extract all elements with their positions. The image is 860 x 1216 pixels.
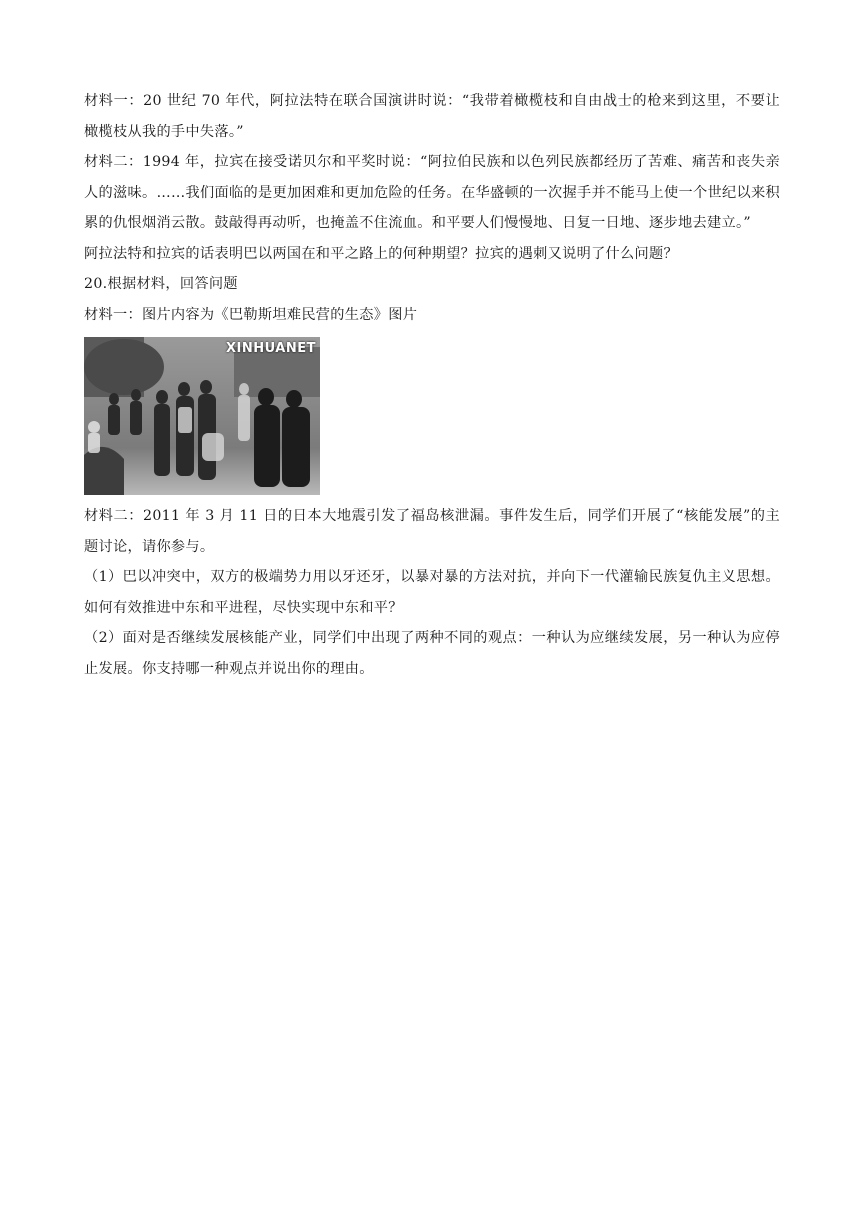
- question-19: 阿拉法特和拉宾的话表明巴以两国在和平之路上的何种期望？拉宾的遇刺又说明了什么问题？: [84, 245, 678, 262]
- question-20-heading: 20.根据材料，回答问题: [84, 276, 238, 292]
- question-20-part-2: （2）面对是否继续发展核能产业，同学们中出现了两种不同的观点：一种认为应继续发展，另一种认为应停止发展。你支持哪一种观点并说出你的理由。: [84, 630, 780, 677]
- material-1-arafat: 材料一：20 世纪 70 年代，阿拉法特在联合国演讲时说：“我带着橄榄枝和自由战士的枪来到这里，不要让橄榄枝从我的手中失落。”: [84, 93, 780, 140]
- document-page: [84, 86, 780, 684]
- material-2-rabin: 材料二：1994 年，拉宾在接受诺贝尔和平奖时说：“阿拉伯民族和以色列民族都经历了苦难、痛苦和丧失亲人的滋味。……我们面临的是更加困难和更加危险的任务。在华盛顿的一次握手并不能马上使一个世纪以来积累的仇恨烟消云散。鼓敲得再动听，也掩盖不住流血。和平要人们慢慢地、日复一日地、逐步地去建立。”: [84, 154, 780, 231]
- material-1-image-caption: 材料一：图片内容为《巴勒斯坦难民营的生态》图片: [84, 306, 418, 323]
- refugee-camp-photo: [84, 337, 320, 495]
- material-2-fukushima: 材料二：2011 年 3 月 11 日的日本大地震引发了福岛核泄漏。事件发生后，同学们开展了“核能发展”的主题讨论，请你参与。: [84, 508, 780, 555]
- refugee-camp-photo-art: [84, 337, 320, 495]
- question-20-part-1: （1）巴以冲突中，双方的极端势力用以牙还牙，以暴对暴的方法对抗，并向下一代灌输民族复仇主义思想。如何有效推进中东和平进程，尽快实现中东和平？: [84, 569, 780, 616]
- xinhuanet-watermark: XINHUANET: [226, 341, 316, 356]
